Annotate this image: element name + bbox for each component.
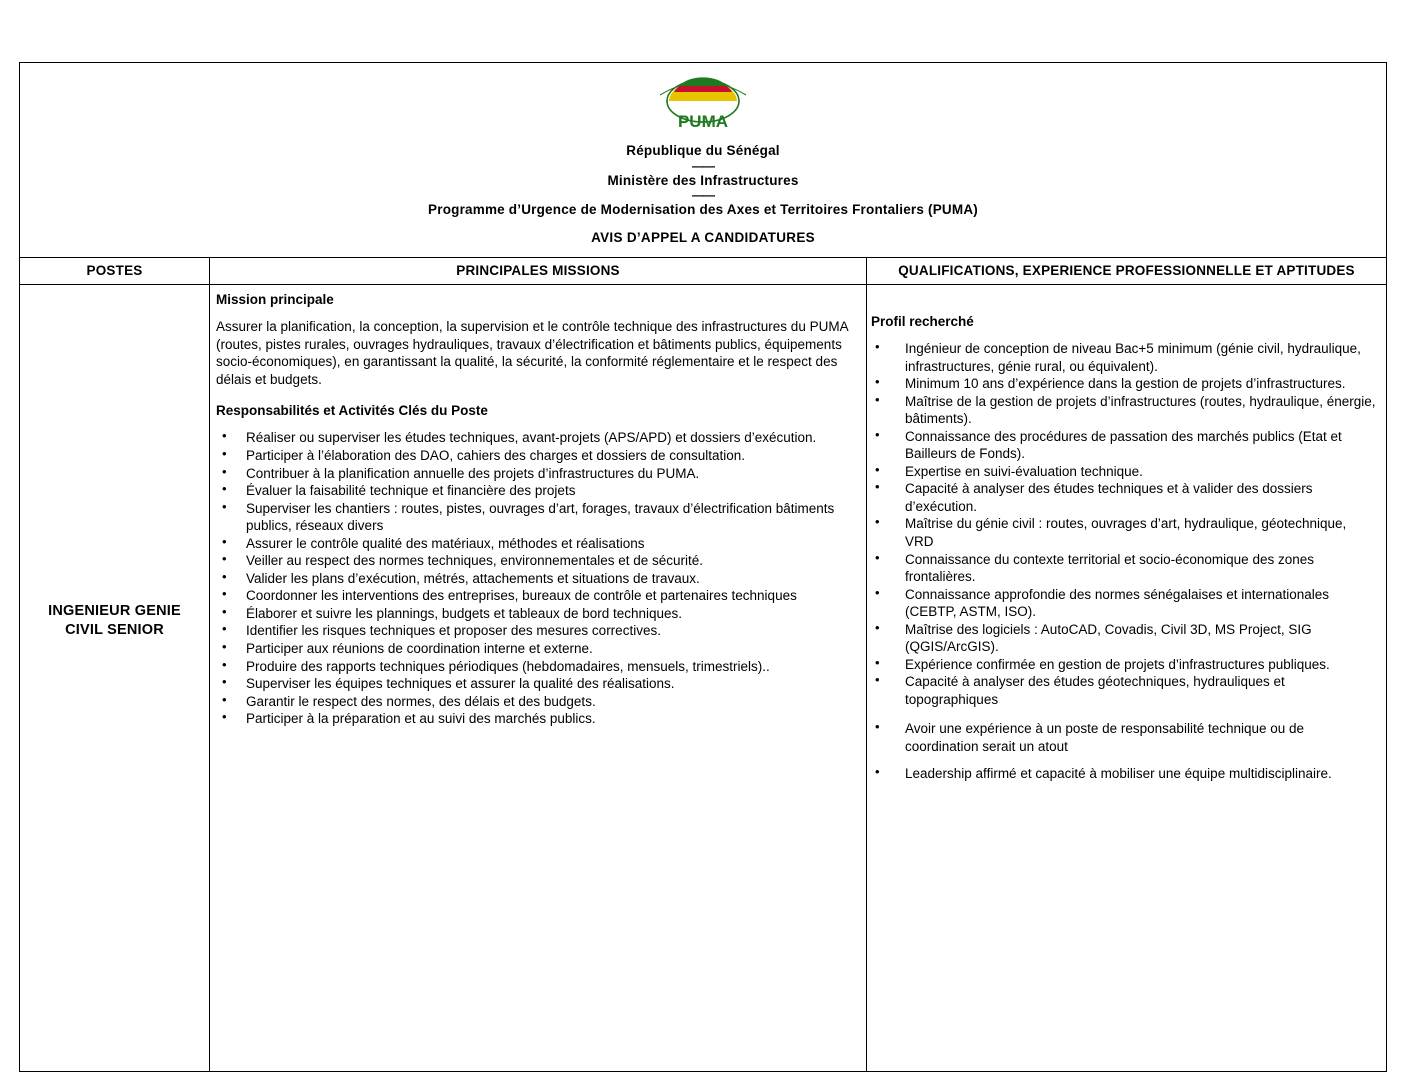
list-item: • Participer à l’élaboration des DAO, cahiers des charges et dossiers de consultation. (216, 447, 856, 465)
list-item: • Maîtrise du génie civil : routes, ouvrages d’art, hydraulique, géotechnique, VRD (871, 515, 1378, 550)
document-title: AVIS D’APPEL A CANDIDATURES (591, 229, 815, 245)
header-programme: Programme d’Urgence de Modernisation des Axes et Territoires Frontaliers (PUMA) (428, 202, 978, 218)
cell-poste: INGENIEUR GENIE CIVIL SENIOR (20, 285, 210, 1071)
profil-recherche-title: Profil recherché (871, 313, 974, 329)
qualifications-list (871, 340, 1378, 708)
qualifications-spacer-2 (871, 757, 1378, 765)
list-item: • Participer à la préparation et au suivi des marchés publics. (216, 710, 856, 728)
logo-container (20, 73, 1386, 139)
list-item: • Évaluer la faisabilité technique et financière des projets (216, 482, 856, 500)
table-header-row (20, 258, 1386, 285)
list-item: • Élaborer et suivre les plannings, budgets et tableaux de bord techniques. (216, 605, 856, 623)
list-item: • Connaissance des procédures de passation des marchés publics (Etat et Bailleurs de Fonds). (871, 428, 1378, 463)
list-item: • Valider les plans d’exécution, métrés, attachements et situations de travaux. (216, 570, 856, 588)
puma-logo-icon (644, 75, 762, 137)
list-item: • Veiller au respect des normes techniques, environnementales et de sécurité. (216, 552, 856, 570)
list-item: • Participer aux réunions de coordination interne et externe. (216, 640, 856, 658)
list-item: • Connaissance approfondie des normes sénégalaises et internationales (CEBTP, ASTM, ISO). (871, 586, 1378, 621)
list-item: • Superviser les chantiers : routes, pistes, ouvrages d’art, forages, travaux d’électrification bâtiments publics, réseaux divers (216, 500, 856, 535)
list-item: • Produire des rapports techniques périodiques (hebdomadaires, mensuels, trimestriels).. (216, 658, 856, 676)
column-header-qualifications: QUALIFICATIONS, EXPERIENCE PROFESSIONNELLE ET APTITUDES (898, 262, 1355, 278)
document-header (20, 63, 1386, 258)
list-item: • Ingénieur de conception de niveau Bac+5 minimum (génie civil, hydraulique, infrastructures, génie rural, ou équivalent). (871, 340, 1378, 375)
list-item: • Capacité à analyser des études techniques et à valider des dossiers d’exécution. (871, 480, 1378, 515)
header-separator-2: —— (692, 188, 714, 203)
list-item: • Expertise en suivi-évaluation technique. (871, 463, 1378, 481)
list-item: • Coordonner les interventions des entreprises, bureaux de contrôle et partenaires techniques (216, 587, 856, 605)
header-country: République du Sénégal (626, 143, 780, 158)
list-item: • Leadership affirmé et capacité à mobiliser une équipe multidisciplinaire. (871, 765, 1378, 783)
svg-text:PUMA: PUMA (677, 112, 729, 131)
qualifications-extra-list-2 (871, 765, 1378, 783)
list-item: • Identifier les risques techniques et proposer des mesures correctives. (216, 622, 856, 640)
column-header-missions: PRINCIPALES MISSIONS (210, 258, 867, 284)
responsabilites-title: Responsabilités et Activités Clés du Poste (216, 403, 488, 419)
cell-missions (210, 285, 867, 1071)
qualifications-extra-list (871, 720, 1378, 755)
cell-qualifications (867, 285, 1386, 1071)
mission-list (216, 429, 856, 727)
list-item: • Expérience confirmée en gestion de projets d’infrastructures publiques. (871, 656, 1378, 674)
list-item: • Maîtrise de la gestion de projets d’infrastructures (routes, hydraulique, énergie, bâtiments). (871, 393, 1378, 428)
header-separator-1: —— (692, 158, 714, 173)
list-item: • Contribuer à la planification annuelle des projets d’infrastructures du PUMA. (216, 465, 856, 483)
list-item: • Minimum 10 ans d’expérience dans la gestion de projets d’infrastructures. (871, 375, 1378, 393)
list-item: • Réaliser ou superviser les études techniques, avant-projets (APS/APD) et dossiers d’exécution. (216, 429, 856, 447)
column-header-postes: POSTES (20, 258, 210, 284)
mission-principale-title: Mission principale (216, 291, 334, 307)
list-item: • Maîtrise des logiciels : AutoCAD, Covadis, Civil 3D, MS Project, SIG (QGIS/ArcGIS). (871, 621, 1378, 656)
document-frame (19, 62, 1387, 1072)
list-item: • Avoir une expérience à un poste de responsabilité technique ou de coordination serait un atout (871, 720, 1378, 755)
jobs-table (20, 258, 1386, 1071)
qualifications-spacer-1 (871, 708, 1378, 720)
list-item: • Superviser les équipes techniques et assurer la qualité des réalisations. (216, 675, 856, 693)
list-item: • Capacité à analyser des études géotechniques, hydrauliques et topographiques (871, 673, 1378, 708)
table-row (20, 285, 1386, 1071)
header-ministry: Ministère des Infrastructures (607, 172, 799, 188)
mission-principale-text: Assurer la planification, la conception, la supervision et le contrôle technique des infrastructures du PUMA (routes, pistes rurales, ouvrages hydrauliques, travaux d’électrification et bâtiments publics, équipements socio-économiques), en garantissant la qualité, la sécurité, la conformité réglementaire et le respect des délais et budgets. (216, 319, 848, 387)
list-item: • Connaissance du contexte territorial et socio-économique des zones frontalières. (871, 551, 1378, 586)
list-item: • Garantir le respect des normes, des délais et des budgets. (216, 693, 856, 711)
list-item: • Assurer le contrôle qualité des matériaux, méthodes et réalisations (216, 535, 856, 553)
